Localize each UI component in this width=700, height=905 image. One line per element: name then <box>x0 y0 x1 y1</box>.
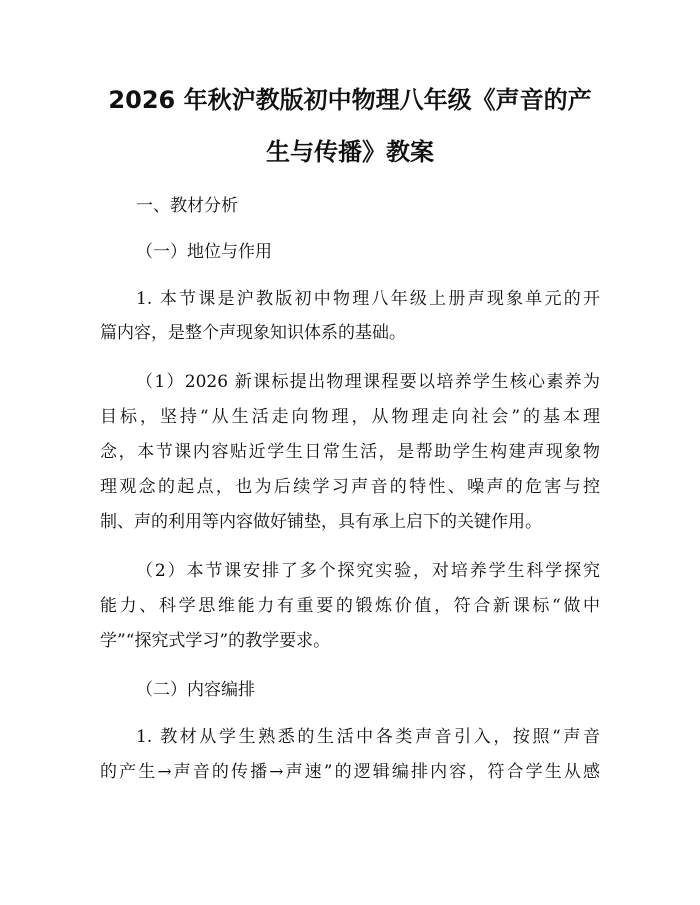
title-line-2: 生与传播》教案 <box>266 138 434 166</box>
subsection-heading: （二）内容编排 <box>136 680 255 700</box>
paragraph-line: 1. 教材从学生熟悉的生活中各类声音引入，按照“声音 <box>136 727 600 747</box>
title-line-1: 2026 年秋沪教版初中物理八年级《声音的产 <box>108 86 592 114</box>
paragraph-line: 目标，坚持“从生活走向物理，从物理走向社会”的基本理 <box>100 407 600 427</box>
paragraph-line: 篇内容，是整个声现象知识体系的基础。 <box>100 323 406 343</box>
paragraph-line: （1）2026 新课标提出物理课程要以培养学生核心素养为 <box>136 372 600 392</box>
paragraph-line: 能力、科学思维能力有重要的锻炼价值，符合新课标“做中 <box>100 596 600 616</box>
paragraph-line: 1. 本节课是沪教版初中物理八年级上册声现象单元的开 <box>136 289 600 309</box>
subsection-heading: （一）地位与作用 <box>136 242 272 262</box>
paragraph-line: 学”“探究式学习”的教学要求。 <box>100 631 331 651</box>
paragraph-line: 的产生→声音的传播→声速”的逻辑编排内容，符合学生从感 <box>100 762 600 782</box>
paragraph-line: 制、声的利用等内容做好铺垫，具有承上启下的关键作用。 <box>100 512 542 532</box>
paragraph-line: 念，本节课内容贴近学生日常生活，是帮助学生构建声现象物 <box>100 442 600 462</box>
paragraph-line: 理观念的起点，也为后续学习声音的特性、噪声的危害与控 <box>100 477 600 497</box>
section-heading: 一、教材分析 <box>136 196 238 216</box>
document-title <box>96 74 604 178</box>
paragraph-line: （2）本节课安排了多个探究实验，对培养学生科学探究 <box>136 561 600 581</box>
